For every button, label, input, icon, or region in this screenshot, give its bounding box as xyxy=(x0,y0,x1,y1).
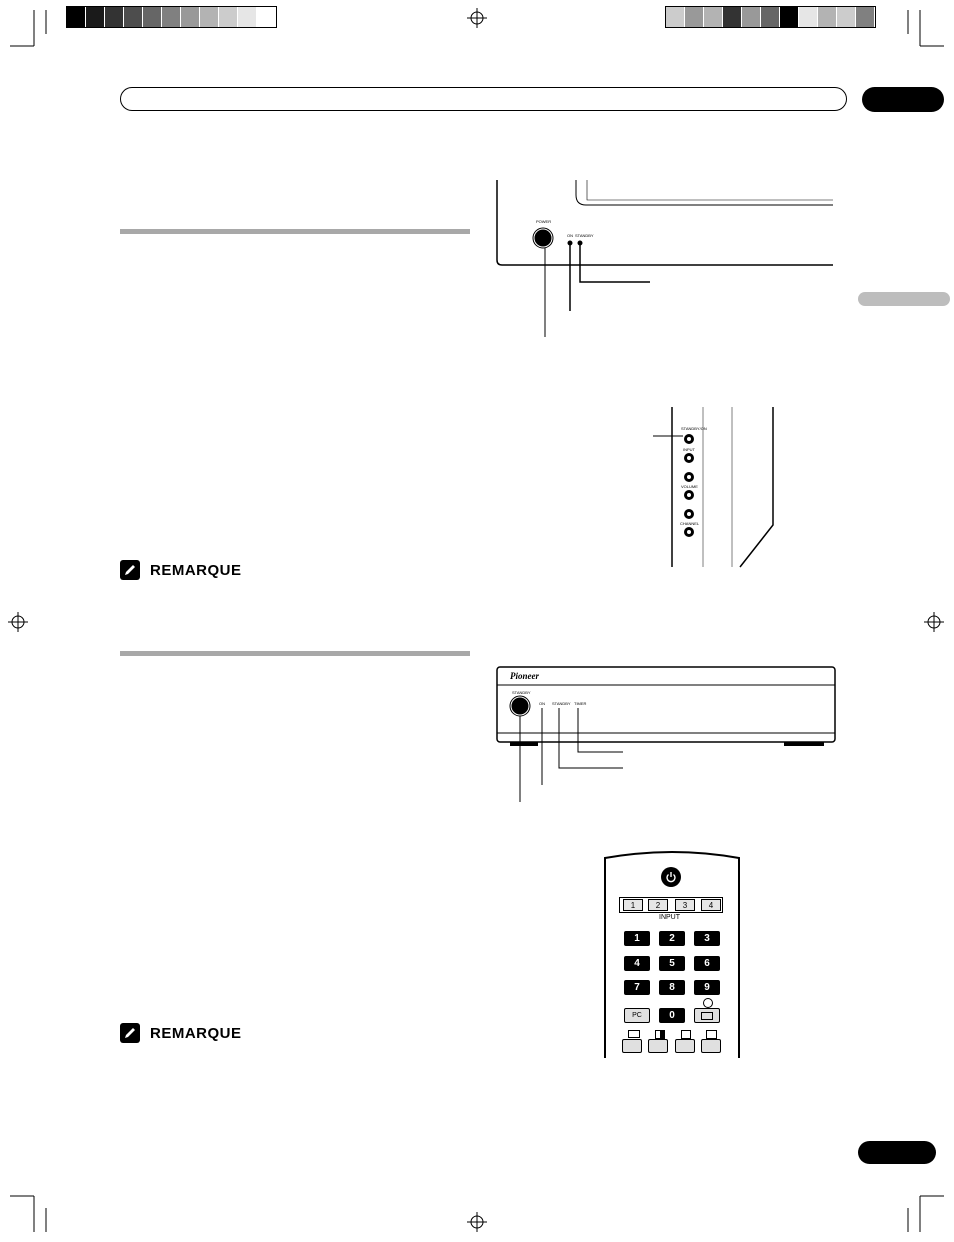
note-heading-2 xyxy=(120,1023,242,1043)
pencil-icon xyxy=(120,1023,140,1043)
side-standby-on-label: STANDBY/ON xyxy=(681,426,707,431)
registration-target-right xyxy=(924,612,944,632)
page-number-tab xyxy=(858,1141,936,1164)
note-heading-1 xyxy=(120,560,242,580)
receiver-on-label: ON xyxy=(539,701,545,706)
registration-target-top xyxy=(467,8,487,28)
number-key-5[interactable]: 5 xyxy=(659,956,685,971)
power-icon[interactable] xyxy=(661,867,681,887)
on-label: ON xyxy=(567,233,573,238)
screen-mode-button[interactable] xyxy=(648,1039,668,1053)
number-key-4[interactable]: 4 xyxy=(624,956,650,971)
split-button[interactable] xyxy=(622,1039,642,1053)
freeze-button[interactable] xyxy=(675,1039,695,1053)
pencil-icon xyxy=(120,560,140,580)
info-icon xyxy=(701,1012,713,1020)
pioneer-brand: Pioneer xyxy=(510,671,539,681)
registration-target-left xyxy=(8,612,28,632)
receiver-timer-label: TIMER xyxy=(574,701,587,706)
receiver-standby-label: STANDBY xyxy=(552,701,571,706)
standby-label: STANDBY xyxy=(575,233,594,238)
section-rule-2 xyxy=(120,651,470,656)
pip-button[interactable] xyxy=(701,1039,721,1053)
info-button[interactable] xyxy=(694,1008,720,1023)
receiver-standby-on-label: STANDBY xyxy=(512,690,531,695)
number-key-3[interactable]: 3 xyxy=(694,931,720,946)
note-label: REMARQUE xyxy=(150,1024,242,1042)
section-rule-1 xyxy=(120,229,470,234)
half-screen-icon xyxy=(655,1030,665,1039)
registration-target-bottom xyxy=(467,1212,487,1232)
input-2-button[interactable]: 2 xyxy=(648,899,668,911)
number-key-9[interactable]: 9 xyxy=(694,980,720,995)
side-volume-label: VOLUME xyxy=(681,484,698,489)
figure-media-receiver xyxy=(490,660,840,810)
number-key-0[interactable]: 0 xyxy=(659,1008,685,1023)
number-key-1[interactable]: 1 xyxy=(624,931,650,946)
figure-remote-control xyxy=(603,850,741,1058)
pc-button[interactable]: PC xyxy=(624,1008,650,1023)
clock-icon xyxy=(703,998,713,1008)
header-bar xyxy=(120,87,847,111)
figure-side-panel xyxy=(645,405,785,570)
input-1-button[interactable]: 1 xyxy=(623,899,643,911)
picture-in-picture-icon xyxy=(706,1030,717,1039)
chapter-tab xyxy=(862,87,944,112)
split-icon xyxy=(628,1030,640,1038)
side-channel-label: CHANNEL xyxy=(680,521,700,526)
input-4-button[interactable]: 4 xyxy=(701,899,721,911)
side-input-label: INPUT xyxy=(683,447,695,452)
power-label: POWER xyxy=(536,219,552,224)
input-3-button[interactable]: 3 xyxy=(675,899,695,911)
input-label: INPUT xyxy=(659,914,680,921)
freeze-icon xyxy=(681,1030,691,1039)
number-key-6[interactable]: 6 xyxy=(694,956,720,971)
figure-front-panel xyxy=(490,175,840,345)
number-key-7[interactable]: 7 xyxy=(624,980,650,995)
number-key-2[interactable]: 2 xyxy=(659,931,685,946)
number-key-8[interactable]: 8 xyxy=(659,980,685,995)
language-side-tab xyxy=(858,292,950,306)
note-label: REMARQUE xyxy=(150,561,242,579)
